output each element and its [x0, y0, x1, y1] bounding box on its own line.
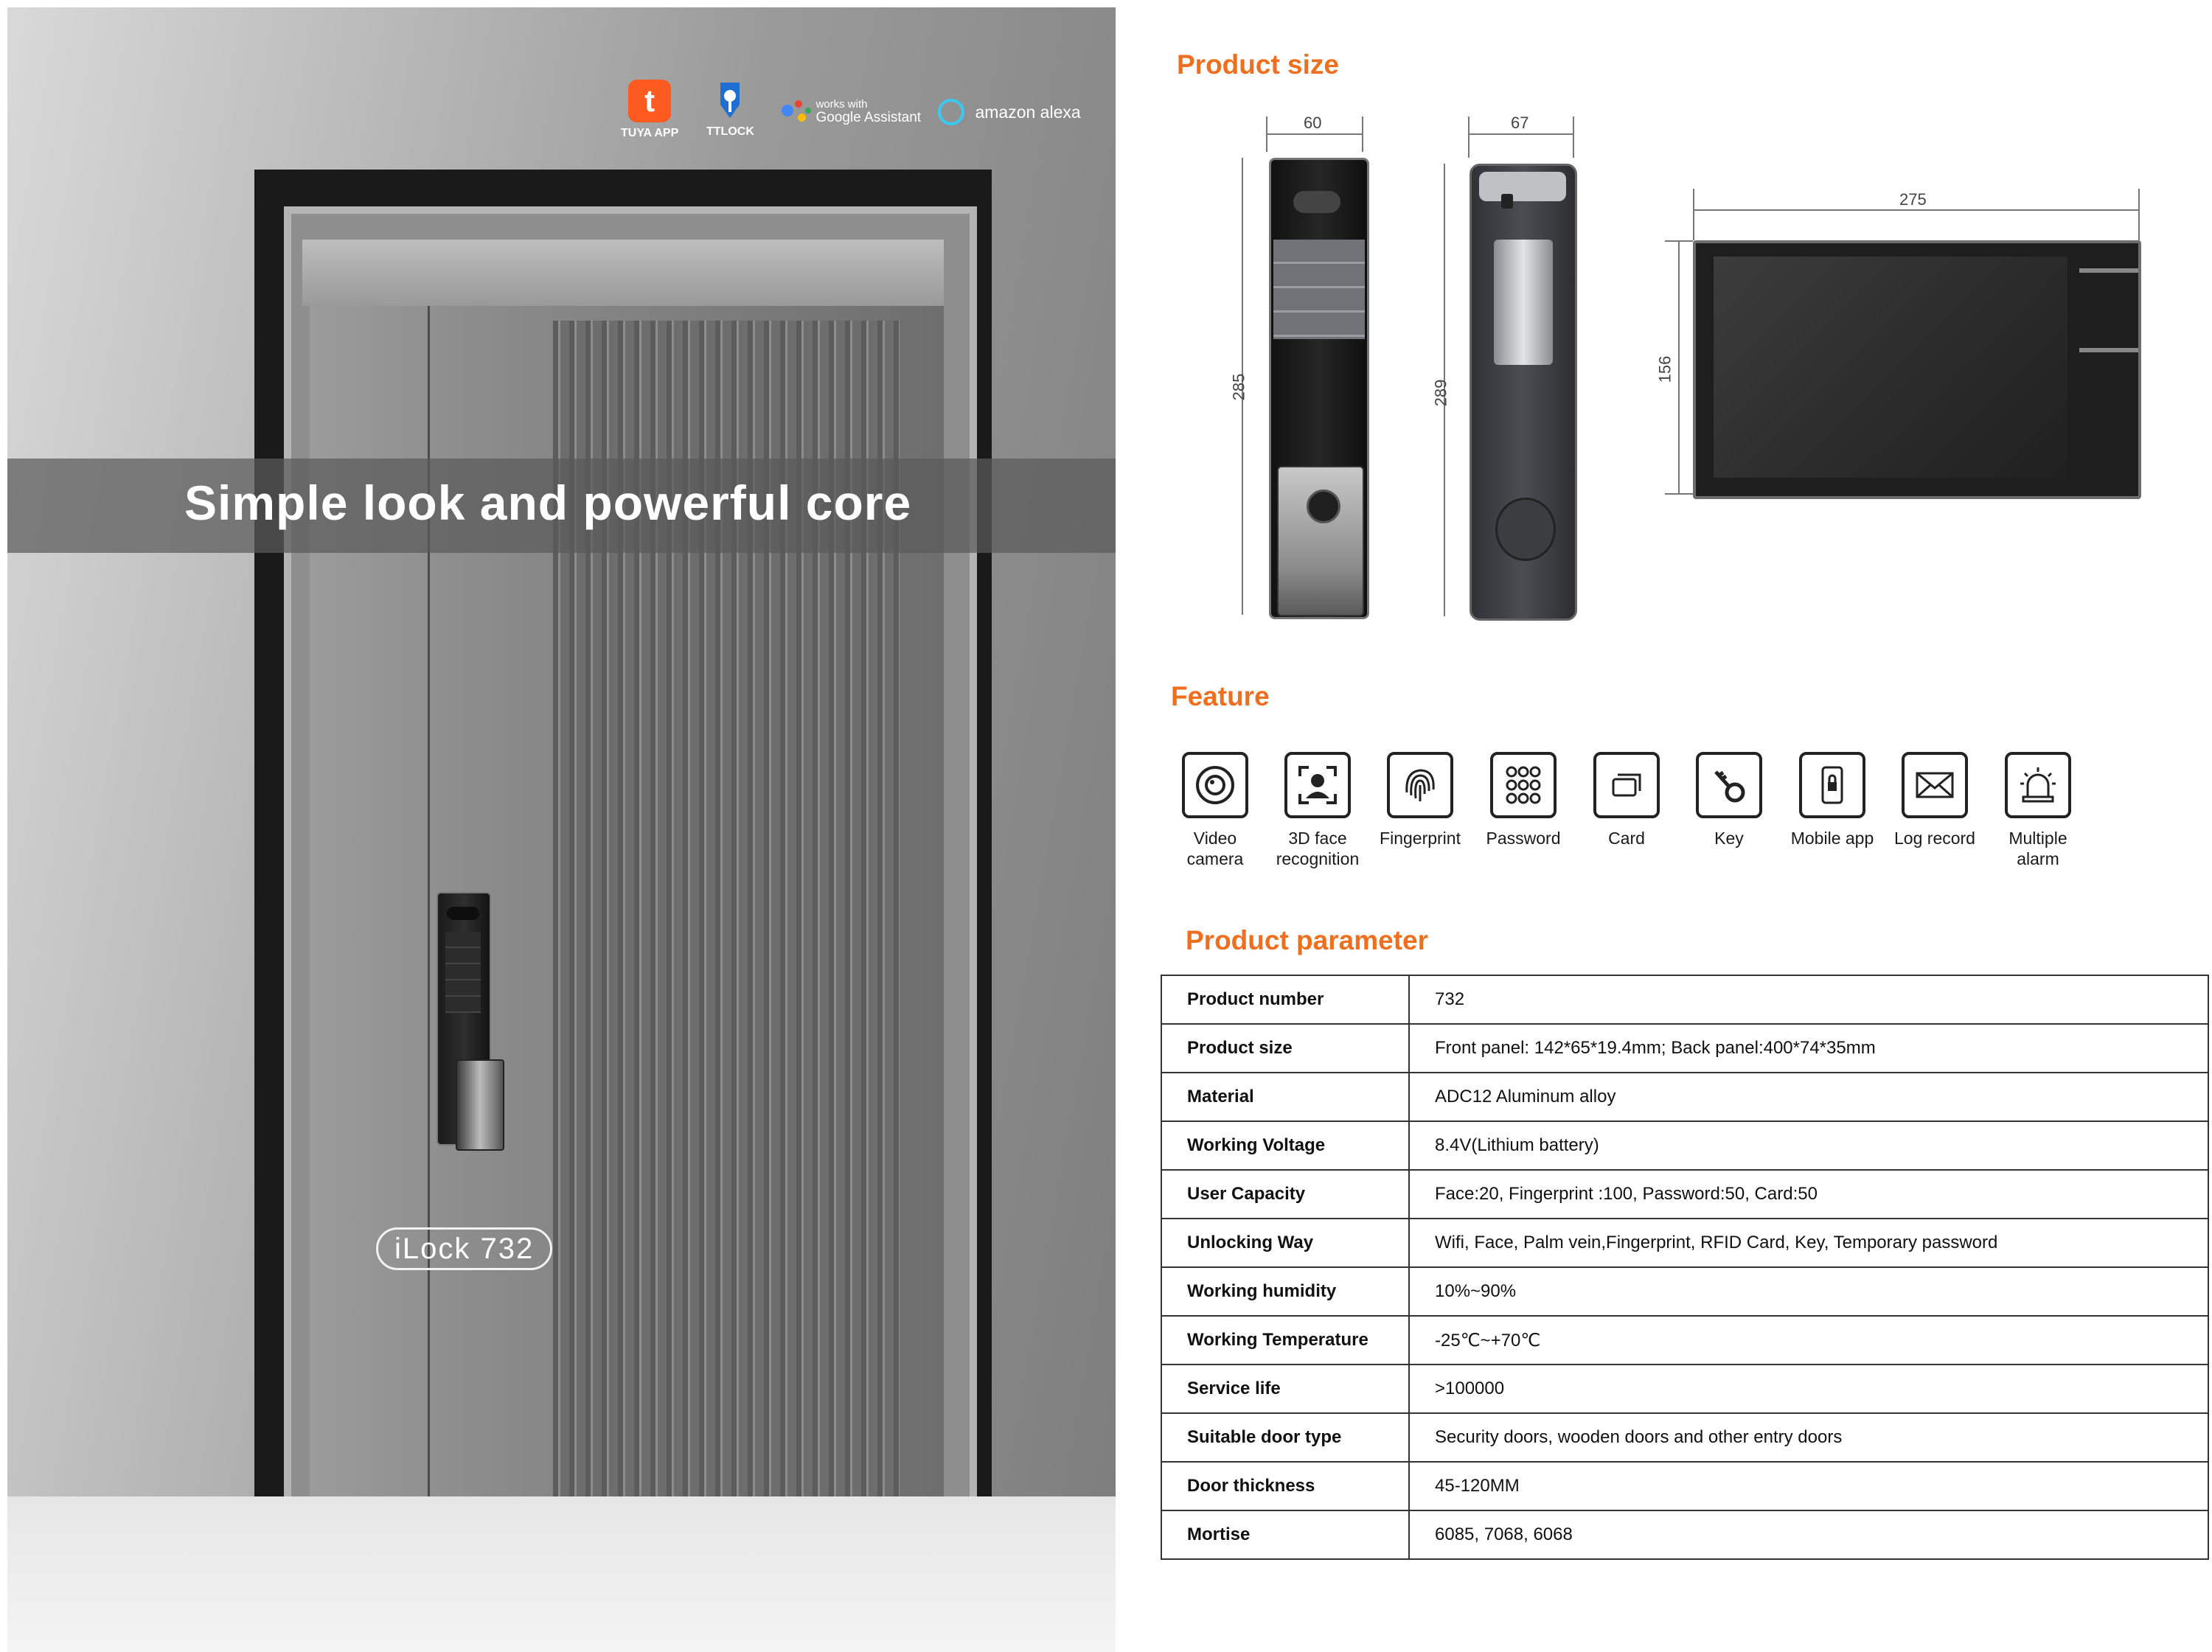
tuya-label: TUYA APP	[621, 127, 679, 139]
card-icon	[1593, 752, 1660, 818]
ttlock-icon	[712, 78, 748, 121]
tuya-icon: t	[628, 80, 671, 122]
google-assistant-icon	[780, 97, 813, 127]
table-row: Suitable door type Security doors, wooden doors and other entry doors	[1161, 1413, 2208, 1462]
feature-fingerprint: Fingerprint	[1368, 752, 1472, 849]
front-height-dim: 285	[1229, 373, 1248, 401]
hero-image	[7, 7, 1116, 1652]
front-width-dim: 60	[1304, 114, 1322, 132]
table-row: Unlocking Way Wifi, Face, Palm vein,Fingerprint, RFID Card, Key, Temporary password	[1161, 1219, 2208, 1267]
feature-password: Password	[1472, 752, 1575, 849]
parameter-table	[1161, 975, 2209, 1560]
password-icon	[1490, 752, 1557, 818]
screen-height-dim: 156	[1655, 355, 1674, 383]
feature-mobile-app: Mobile app	[1781, 752, 1884, 849]
feature-face-recognition: 3D face recognition	[1266, 752, 1369, 869]
headline-banner	[7, 459, 1116, 553]
google-line1: works with	[815, 98, 868, 111]
alexa-label: amazon alexa	[975, 102, 1081, 122]
screen-width-dim: 275	[1899, 190, 1927, 209]
tuya-app-logo	[621, 80, 678, 140]
feature-video-camera: Video camera	[1164, 752, 1267, 869]
fingerprint-icon	[1387, 752, 1453, 818]
ttlock-label: TTLOCK	[706, 125, 754, 138]
table-row: Working Temperature -25℃~+70℃	[1161, 1316, 2208, 1365]
table-row: Product size Front panel: 142*65*19.4mm; Back panel:400*74*35mm	[1161, 1024, 2208, 1073]
product-parameter-title: Product parameter	[1186, 925, 1428, 955]
door-header	[302, 240, 944, 306]
model-badge: iLock 732	[376, 1227, 552, 1270]
headline: Simple look and powerful core	[184, 475, 912, 530]
back-width-dim: 67	[1511, 114, 1529, 132]
product-size-title: Product size	[1177, 49, 1339, 80]
ttlock-logo	[706, 78, 754, 139]
floor	[7, 1496, 1116, 1652]
smart-lock-image	[437, 892, 491, 1146]
table-row: Product number 732	[1161, 975, 2208, 1024]
front-panel-drawing	[1269, 158, 1369, 619]
feature-multiple-alarm: Multiple alarm	[1986, 752, 2090, 869]
table-row: Working humidity 10%~90%	[1161, 1267, 2208, 1316]
google-line2: Google Assistant	[815, 109, 922, 125]
indoor-monitor-drawing	[1693, 240, 2141, 499]
back-height-dim: 289	[1431, 379, 1450, 407]
feature-key: Key	[1677, 752, 1781, 849]
alexa-icon	[938, 99, 964, 125]
amazon-alexa-logo	[938, 99, 1081, 125]
table-row: Door thickness 45-120MM	[1161, 1462, 2208, 1510]
table-row: Mortise 6085, 7068, 6068	[1161, 1510, 2208, 1559]
log-record-icon	[1902, 752, 1968, 818]
alarm-icon	[2005, 752, 2071, 818]
table-row: Material ADC12 Aluminum alloy	[1161, 1073, 2208, 1121]
table-row: Service life >100000	[1161, 1365, 2208, 1413]
mobile-app-icon	[1799, 752, 1865, 818]
face-recognition-icon	[1284, 752, 1351, 818]
feature-title: Feature	[1171, 681, 1270, 711]
back-panel-drawing	[1470, 164, 1577, 621]
table-row: Working Voltage 8.4V(Lithium battery)	[1161, 1121, 2208, 1170]
table-row: User Capacity Face:20, Fingerprint :100, Password:50, Card:50	[1161, 1170, 2208, 1219]
google-assistant-logo	[780, 97, 921, 127]
feature-log-record: Log record	[1883, 752, 1986, 849]
video-camera-icon	[1182, 752, 1248, 818]
key-icon	[1696, 752, 1762, 818]
feature-card: Card	[1575, 752, 1678, 849]
